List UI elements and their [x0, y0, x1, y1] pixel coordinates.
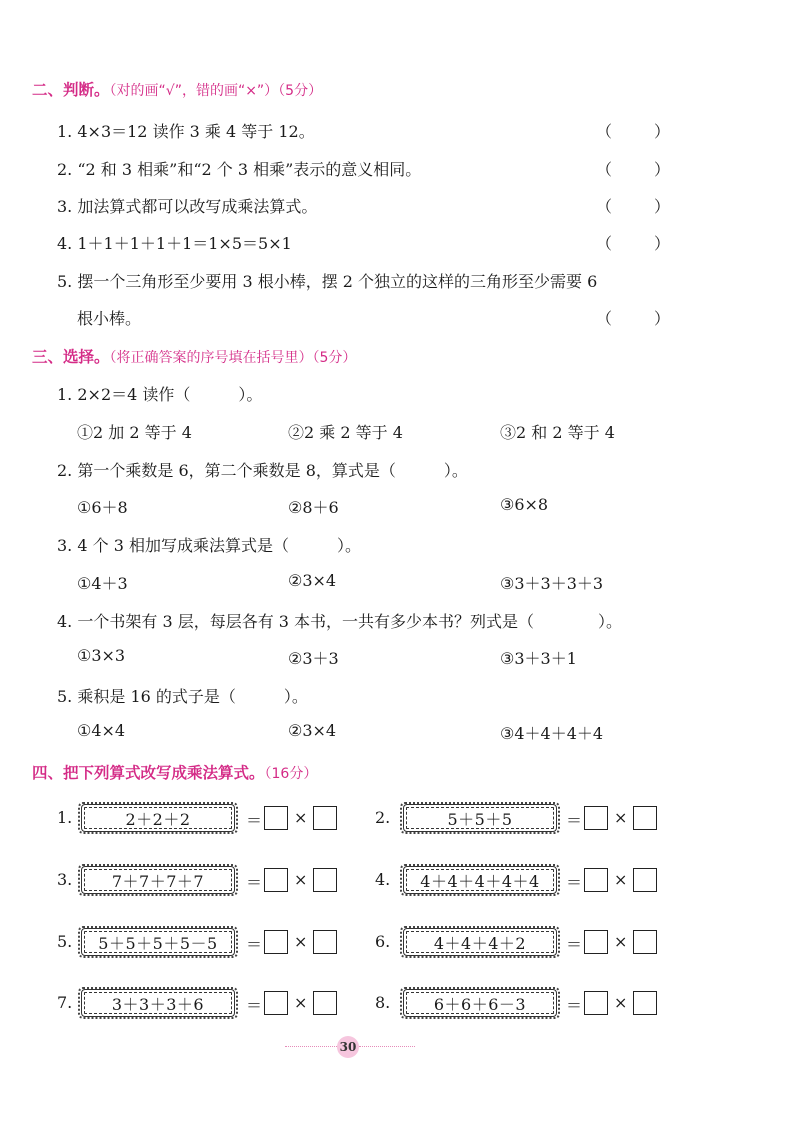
times-sign: ×: [614, 808, 628, 827]
choice-2-option-1[interactable]: ①6＋8: [77, 498, 128, 517]
choice-question-2: 2. 第一个乘数是 6，第二个乘数是 8，算式是（ ）。: [57, 461, 468, 480]
rewrite-num-3: 3.: [57, 870, 73, 889]
choice-5-option-1[interactable]: ①4×4: [77, 721, 126, 740]
rewrite-expr-2: 5＋5＋5: [403, 804, 557, 832]
times-sign: ×: [294, 932, 308, 951]
answer-paren-2[interactable]: [596, 157, 670, 180]
answer-paren-1[interactable]: [596, 119, 670, 142]
equals-sign: ＝: [246, 873, 263, 892]
paren-open: （: [596, 122, 613, 141]
answer-box-7a[interactable]: [264, 991, 288, 1015]
section-title-judge: [32, 78, 322, 100]
choice-1-option-3[interactable]: ③2 和 2 等于 4: [500, 423, 615, 442]
choice-2-option-2[interactable]: ②8＋6: [288, 498, 339, 517]
answer-box-3a[interactable]: [264, 868, 288, 892]
judge-item-3: 3. 加法算式都可以改写成乘法算式。: [57, 197, 318, 216]
choice-5-option-2[interactable]: ②3×4: [288, 721, 337, 740]
choice-4-option-1[interactable]: ①3×3: [77, 646, 126, 665]
rewrite-expr-4: 4＋4＋4＋4＋4: [403, 866, 557, 894]
answer-box-4b[interactable]: [633, 868, 657, 892]
equals-sign: ＝: [246, 935, 263, 954]
answer-box-8a[interactable]: [584, 991, 608, 1015]
section-title-choice: [32, 345, 356, 367]
page-number: 30: [337, 1036, 359, 1058]
equals-sign: ＝: [566, 996, 583, 1015]
footer-divider-right: [359, 1046, 415, 1047]
rewrite-expr-7: 3＋3＋3＋6: [81, 989, 235, 1017]
equals-sign: ＝: [566, 935, 583, 954]
answer-box-2a[interactable]: [584, 806, 608, 830]
choice-question-4: 4. 一个书架有 3 层，每层各有 3 本书，一共有多少本书？列式是（ ）。: [57, 612, 623, 631]
equals-sign: ＝: [566, 811, 583, 830]
section-title-text: 三、选择。: [32, 348, 110, 366]
times-sign: ×: [614, 993, 628, 1012]
equals-sign: ＝: [246, 811, 263, 830]
times-sign: ×: [294, 993, 308, 1012]
times-sign: ×: [614, 870, 628, 889]
choice-4-option-2[interactable]: ②3＋3: [288, 649, 339, 668]
judge-item-5-cont: 根小棒。: [77, 309, 142, 328]
paren-close: ）: [653, 160, 670, 179]
paren-open: （: [596, 234, 613, 253]
choice-question-1: 1. 2×2＝4 读作（ ）。: [57, 385, 263, 404]
rewrite-num-4: 4.: [375, 870, 391, 889]
answer-box-2b[interactable]: [633, 806, 657, 830]
rewrite-expr-8: 6＋6＋6－3: [403, 989, 557, 1017]
section-note: （将正确答案的序号填在括号里）（5分）: [109, 350, 357, 366]
choice-5-option-3[interactable]: ③4＋4＋4＋4: [500, 724, 604, 743]
section-title-text: 四、把下列算式改写成乘法算式。: [32, 764, 265, 782]
rewrite-num-2: 2.: [375, 808, 391, 827]
choice-4-option-3[interactable]: ③3＋3＋1: [500, 649, 577, 668]
choice-question-3: 3. 4 个 3 相加写成乘法算式是（ ）。: [57, 536, 361, 555]
judge-item-2: 2. “2 和 3 相乘”和“2 个 3 相乘”表示的意义相同。: [57, 160, 422, 179]
rewrite-num-8: 8.: [375, 993, 391, 1012]
paren-close: ）: [653, 234, 670, 253]
rewrite-num-7: 7.: [57, 993, 73, 1012]
paren-open: （: [596, 160, 613, 179]
rewrite-expr-6: 4＋4＋4＋2: [403, 928, 557, 956]
choice-3-option-1[interactable]: ①4＋3: [77, 574, 128, 593]
answer-box-5a[interactable]: [264, 930, 288, 954]
choice-3-option-2[interactable]: ②3×4: [288, 571, 337, 590]
section-title-text: 二、判断。: [32, 81, 110, 99]
equals-sign: ＝: [246, 996, 263, 1015]
answer-box-7b[interactable]: [313, 991, 337, 1015]
rewrite-expr-3: 7＋7＋7＋7: [81, 866, 235, 894]
answer-box-1a[interactable]: [264, 806, 288, 830]
times-sign: ×: [294, 808, 308, 827]
judge-item-1: 1. 4×3＝12 读作 3 乘 4 等于 12。: [57, 122, 315, 141]
rewrite-expr-5: 5＋5＋5＋5－5: [81, 928, 235, 956]
choice-1-option-2[interactable]: ②2 乘 2 等于 4: [288, 423, 403, 442]
answer-box-3b[interactable]: [313, 868, 337, 892]
paren-close: ）: [653, 309, 670, 328]
footer-divider-left: [285, 1046, 337, 1047]
paren-open: （: [596, 309, 613, 328]
answer-box-8b[interactable]: [633, 991, 657, 1015]
paren-close: ）: [653, 197, 670, 216]
answer-paren-5[interactable]: [596, 306, 670, 329]
paren-close: ）: [653, 122, 670, 141]
judge-item-4: 4. 1＋1＋1＋1＋1＝1×5＝5×1: [57, 234, 292, 253]
answer-box-6a[interactable]: [584, 930, 608, 954]
times-sign: ×: [614, 932, 628, 951]
section-note: （16分）: [264, 766, 318, 782]
rewrite-num-1: 1.: [57, 808, 73, 827]
choice-3-option-3[interactable]: ③3＋3＋3＋3: [500, 574, 604, 593]
choice-2-option-3[interactable]: ③6×8: [500, 495, 549, 514]
judge-item-5: 5. 摆一个三角形至少要用 3 根小棒，摆 2 个独立的这样的三角形至少需要 6: [57, 272, 598, 291]
rewrite-num-6: 6.: [375, 932, 391, 951]
times-sign: ×: [294, 870, 308, 889]
choice-question-5: 5. 乘积是 16 的式子是（ ）。: [57, 687, 308, 706]
answer-paren-3[interactable]: [596, 194, 670, 217]
choice-1-option-1[interactable]: ①2 加 2 等于 4: [77, 423, 192, 442]
section-title-rewrite: [32, 761, 317, 783]
rewrite-num-5: 5.: [57, 932, 73, 951]
section-note: （对的画“√”，错的画“×”）（5分）: [109, 83, 323, 99]
answer-box-4a[interactable]: [584, 868, 608, 892]
answer-box-6b[interactable]: [633, 930, 657, 954]
answer-box-1b[interactable]: [313, 806, 337, 830]
rewrite-expr-1: 2＋2＋2: [81, 804, 235, 832]
answer-box-5b[interactable]: [313, 930, 337, 954]
paren-open: （: [596, 197, 613, 216]
answer-paren-4[interactable]: [596, 231, 670, 254]
equals-sign: ＝: [566, 873, 583, 892]
